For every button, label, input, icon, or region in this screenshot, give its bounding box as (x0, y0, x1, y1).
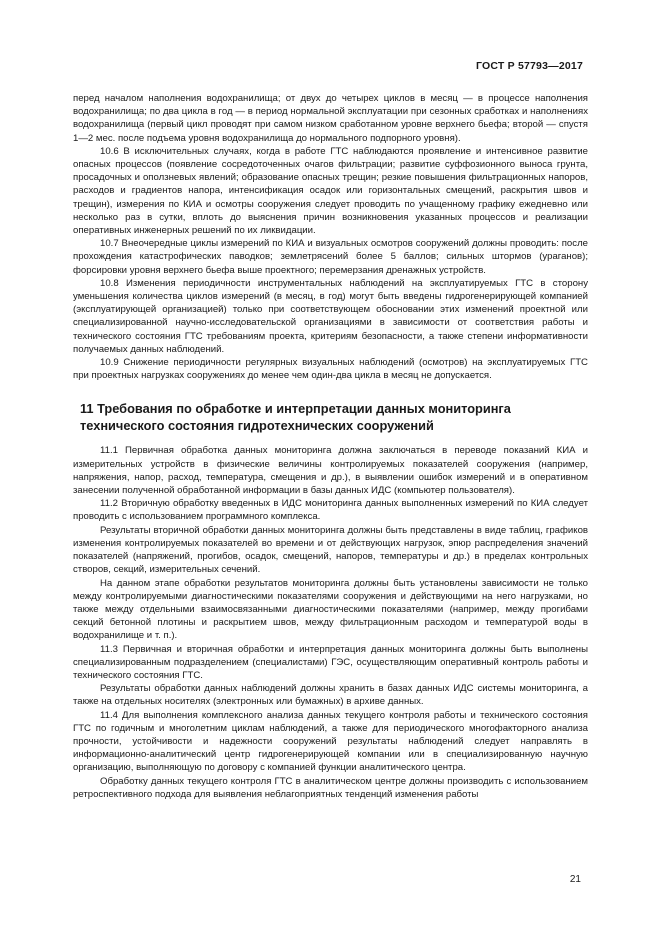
paragraph-10-9: 10.9 Снижение периодичности регулярных визуальных наблюдений (осмотров) на эксплуатируемых ГТС при проектных нагрузках сооружениях до менее чем один-два цикла в месяц не допускается. (73, 357, 588, 382)
paragraph-10-7: 10.7 Внеочередные циклы измерений по КИА и визуальных осмотров сооружений должны проводить: после прохождения катастрофических паводков; землетрясений более 5 баллов; сильных штормов (ураганов); форсировки уровня верхнего бьефа выше проектного; перемерзания дренажных устройств. (73, 238, 588, 276)
paragraph-11-2: 11.2 Вторичную обработку введенных в ИДС мониторинга данных выполненных измерений по КИА следует проводить с использованием программного комплекса. (73, 498, 588, 523)
document-body (73, 92, 588, 801)
paragraph-11-2-results: Результаты вторичной обработки данных мониторинга должны быть представлены в виде таблиц, графиков изменения контролируемых показателей во времени и от действующих нагрузок, эпюр распределения значений показателей (напряжений, прогибов, осадок, смещений, напоров, температуры и др.) в пределах контрольных створов, секций, измерительных сечений. (73, 524, 588, 576)
intro-paragraph: перед началом наполнения водохранилища; от двух до четырех циклов в месяц — в процессе наполнения водохранилища; по два цикла в год — в период нормальной эксплуатации при сезонных сработках и наполнениях водохранилища (первый цикл проводят при самом низком сработанном уровне верхнего бьефа; второй — спустя 1—2 мес. после подъема уровня водохранилища до нормального подпорного уровня). (73, 93, 588, 144)
page-number: 21 (569, 874, 581, 885)
paragraph-10-8: 10.8 Изменения периодичности инструментальных наблюдений на эксплуатируемых ГТС в сторону уменьшения количества циклов измерений (в месяц, в год) могут быть введены гидрогенерирующей компанией (эксплуатирующей организацией) только при соответствующем обосновании этих изменений проектной или специализированной научно-исследовательской организациями в зависимости от соответствия работы и технического состояния ГТС требованиям проекта, критериям безопасности, а также степени информативности получаемых данных наблюдений. (73, 277, 588, 355)
paragraph-10-6: 10.6 В исключительных случаях, когда в работе ГТС наблюдаются проявление и интенсивное развитие опасных процессов (появление сосредоточенных очагов фильтрации; развитие суффозионного выноса грунта, просадочных и оползневых явлений; образование опасных трещин; резкие повышения фильтрационных напоров, расходов и градиентов напора, интенсификация осадок или горизонтальных смещений, раскрытия швов и трещин), измерения по КИА и осмотры сооружения следует проводить по учащенному графику ежедневно или несколько раз в сутки, вплоть до выяснения причин возникновения указанных процессов и реализации оперативных инженерных решений по их ликвидации. (73, 145, 588, 237)
paragraph-11-4-analysis: Обработку данных текущего контроля ГТС в аналитическом центре должны производить с использованием ретроспективного подхода для выявления неблагоприятных тенденций изменения работы (73, 775, 588, 800)
page-header-standard: ГОСТ Р 57793—2017 (475, 60, 583, 72)
paragraph-11-3-storage: Результаты обработки данных наблюдений должны хранить в базах данных ИДС системы мониторинга, а также на отдельных носителях (электронных или бумажных) в архиве данных. (73, 683, 588, 708)
section-11-title: 11 Требования по обработке и интерпретации данных мониторинга технического состояния гидротехнических сооружений (80, 401, 511, 434)
paragraph-11-3: 11.3 Первичная и вторичная обработки и интерпретация данных мониторинга должны быть выполнены специализированным подразделением (специалистами) ГЭС, осуществляющим оперативный контроль работы и технического состояния ГТС. (73, 643, 588, 681)
paragraph-11-1: 11.1 Первичная обработка данных мониторинга должна заключаться в переводе показаний КИА и измерительных устройств в физические величины контролируемых показателей сооружения (например, напряжения, напор, расход, температура, смещения и др.), в выявлении ошибок измерений и в оперативном занесении полученной обработанной информации в базы данных ИДС (компьютер пользователя). (73, 445, 588, 497)
paragraph-11-2-dependencies: На данном этапе обработки результатов мониторинга должны быть установлены зависимости не только между контролируемыми диагностическими показателями сооружения и действующими на него нагрузками, но также между отдельными взаимосвязанными диагностическими показателями (например, между прогибами секций бетонной плотины и раскрытием швов, между фильтрационным расходом и температурой воды в водохранилище и т. п.). (73, 577, 588, 642)
paragraph-11-4: 11.4 Для выполнения комплексного анализа данных текущего контроля работы и технического состояния ГТС по годичным и многолетним циклам наблюдений, а также для периодического многофакторного анализа прочности, устойчивости и надежности сооружений результаты наблюдений следует направлять в информационно-аналитический центр гидрогенерирующей компании или в специализированную научную организацию, выполняющую по договору с компанией функции аналитического центра. (73, 709, 588, 774)
